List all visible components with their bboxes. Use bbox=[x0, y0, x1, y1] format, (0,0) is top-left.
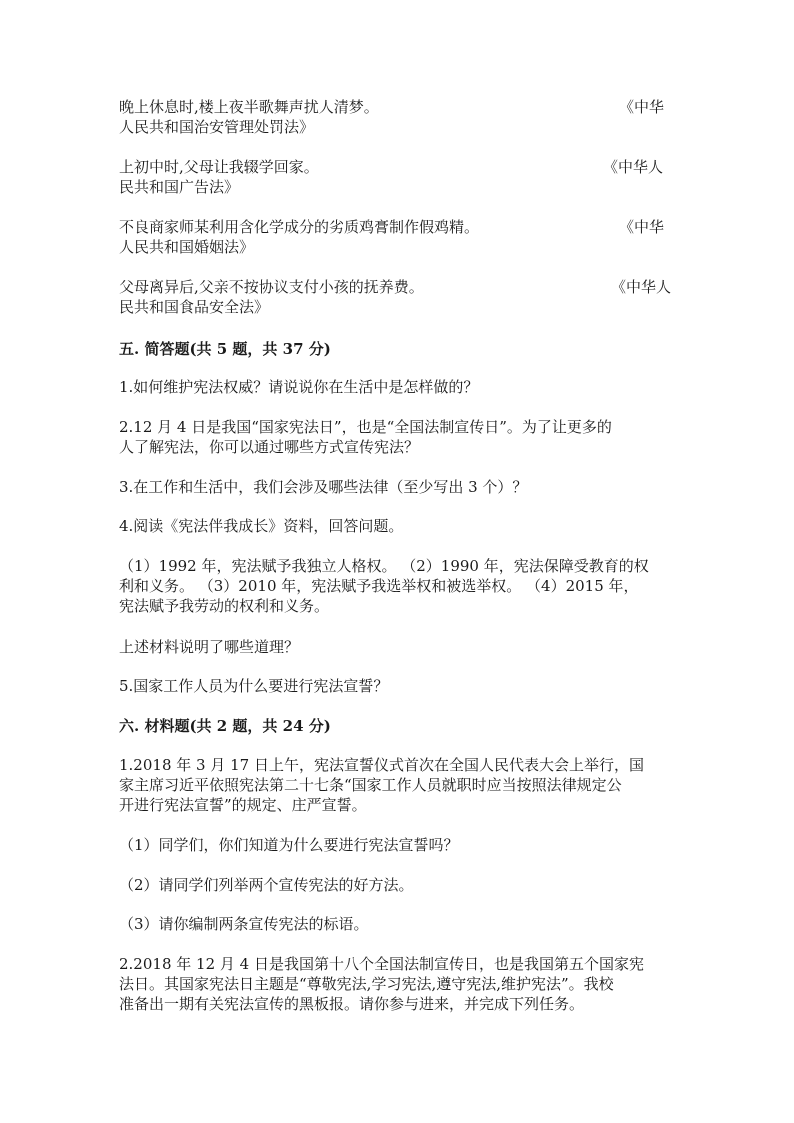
material-line: 准备出一期有关宪法宣传的黑板报。请你参与进来，并完成下列任务。 bbox=[119, 995, 585, 1013]
matching-item-left: 父母离异后,父亲不按协议支付小孩的抚养费。 bbox=[119, 278, 424, 296]
material-line: （1）1992 年，宪法赋予我独立人格权。 （2）1990 年，宪法保障受教育的权 bbox=[119, 557, 649, 575]
material-line: 利和义务。 （3）2010 年，宪法赋予我选举权和被选举权。 （4）2015 年， bbox=[119, 577, 639, 595]
matching-item bbox=[119, 157, 675, 197]
question-3: 3.在工作和生活中，我们会涉及哪些法律（至少写出 3 个）？ bbox=[119, 478, 528, 496]
matching-item-left: 不良商家师某利用含化学成分的劣质鸡膏制作假鸡精。 bbox=[119, 218, 480, 236]
matching-item-left: 上初中时,父母让我辍学回家。 bbox=[119, 158, 319, 176]
question-2-line: 人了解宪法，你可以通过哪些方式宣传宪法？ bbox=[119, 438, 420, 456]
material-line: 法日。其国家宪法日主题是“尊敬宪法,学习宪法,遵守宪法,维护宪法”。我校 bbox=[119, 975, 614, 993]
matching-item-cont: 民共和国食品安全法》 bbox=[119, 298, 270, 316]
material-question-2 bbox=[119, 954, 675, 1014]
matching-item bbox=[119, 277, 675, 317]
question-5: 5.国家工作人员为什么要进行宪法宣誓？ bbox=[119, 677, 389, 695]
material-question-1 bbox=[119, 755, 675, 815]
matching-item-right: 《中华 bbox=[619, 98, 665, 116]
question-1: 1.如何维护宪法权威？请说说你在生活中是怎样做的？ bbox=[119, 378, 479, 396]
matching-item-cont: 人民共和国婚姻法》 bbox=[119, 238, 255, 256]
material-line: 家主席习近平依照宪法第二十七条“国家工作人员就职时应当按照法律规定公 bbox=[119, 776, 622, 794]
question-2-line: 2.12 月 4 日是我国“国家宪法日”，也是“全国法制宣传日”。为了让更多的 bbox=[119, 418, 612, 436]
matching-item-cont: 民共和国广告法》 bbox=[119, 178, 240, 196]
material-line: 宪法赋予我劳动的权利和义务。 bbox=[119, 597, 330, 615]
question-4: 4.阅读《宪法伴我成长》资料，回答问题。 bbox=[119, 517, 404, 535]
matching-item bbox=[119, 97, 675, 137]
question-2 bbox=[119, 417, 675, 457]
section-heading: 六. 材料题(共 2 题，共 24 分) bbox=[119, 717, 331, 735]
material-line: 开进行宪法宣誓”的规定、庄严宣誓。 bbox=[119, 796, 367, 814]
material-line: 2.2018 年 12 月 4 日是我国第十八个全国法制宣传日，也是我国第五个国家宪 bbox=[119, 955, 644, 973]
section-heading: 五. 简答题(共 5 题，共 37 分) bbox=[119, 340, 331, 358]
question-4-material bbox=[119, 556, 675, 616]
matching-item-cont: 人民共和国治安管理处罚法》 bbox=[119, 118, 315, 136]
matching-item-left: 晚上休息时,楼上夜半歌舞声扰人清梦。 bbox=[119, 98, 379, 116]
material-line: 1.2018 年 3 月 17 日上午，宪法宣誓仪式首次在全国人民代表大会上举行，国 bbox=[119, 756, 644, 774]
matching-item-right: 《中华人 bbox=[603, 158, 664, 176]
question-4-ask: 上述材料说明了哪些道理？ bbox=[119, 638, 300, 656]
matching-item-right: 《中华人 bbox=[611, 278, 672, 296]
sub-question-1: （1）同学们，你们知道为什么要进行宪法宣誓吗？ bbox=[119, 836, 459, 854]
sub-question-2: （2）请同学们列举两个宣传宪法的好方法。 bbox=[119, 876, 414, 894]
matching-item bbox=[119, 217, 675, 257]
matching-item-right: 《中华 bbox=[619, 218, 665, 236]
sub-question-3: （3）请你编制两条宣传宪法的标语。 bbox=[119, 915, 369, 933]
